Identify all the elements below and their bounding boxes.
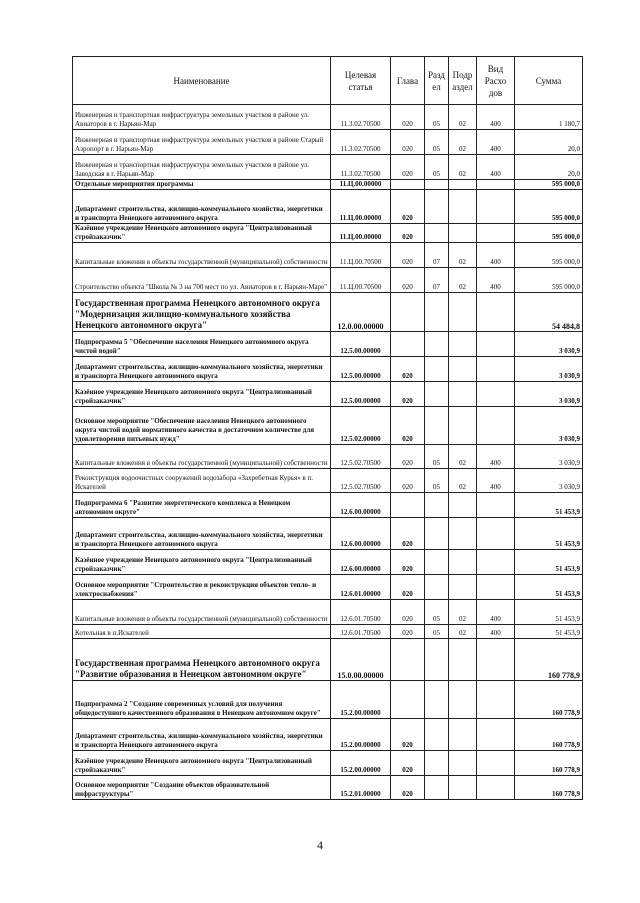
table-row: [73, 639, 583, 681]
budget-table-container: [72, 56, 582, 800]
row-amount: 20,0: [515, 155, 583, 180]
table-row: [73, 575, 583, 600]
row-amount: 3 030,9: [515, 357, 583, 382]
row-section: [425, 550, 449, 575]
row-amount: 3 030,9: [515, 332, 583, 357]
row-amount: 51 453,9: [515, 550, 583, 575]
table-row: [73, 180, 583, 190]
row-subsection: [449, 575, 477, 600]
row-chapter: 020: [391, 407, 425, 445]
row-expense-type: [477, 382, 515, 407]
row-name: Департамент строительства, жилищно-коммунального хозяйства, энергетики и транспорта Ненецкого автономного округа: [73, 518, 331, 550]
row-name: Департамент строительства, жилищно-коммунального хозяйства, энергетики и транспорта Ненецкого автономного округа: [73, 190, 331, 224]
row-section: [425, 751, 449, 776]
row-name: Департамент строительства, жилищно-коммунального хозяйства, энергетики и транспорта Ненецкого автономного округа: [73, 357, 331, 382]
row-expense-type: [477, 332, 515, 357]
row-subsection: 02: [449, 155, 477, 180]
row-target-article: 12.6.00.00000: [331, 550, 391, 575]
table-row: [73, 469, 583, 493]
row-section: [425, 332, 449, 357]
row-target-article: 11.3.02.70500: [331, 105, 391, 130]
table-row: [73, 332, 583, 357]
row-amount: 3 030,9: [515, 382, 583, 407]
table-row: [73, 243, 583, 268]
table-row: [73, 681, 583, 719]
table-row: [73, 518, 583, 550]
row-amount: 3 030,9: [515, 445, 583, 469]
row-amount: 595 000,0: [515, 243, 583, 268]
row-chapter: 020: [391, 719, 425, 751]
row-target-article: 11.Ц.00.70500: [331, 243, 391, 268]
row-section: [425, 681, 449, 719]
row-expense-type: [477, 518, 515, 550]
table-row: [73, 493, 583, 518]
row-name: Капитальные вложения в объекты государственной (муниципальной) собственности: [73, 600, 331, 625]
row-target-article: 12.6.01.70500: [331, 600, 391, 625]
row-subsection: 02: [449, 600, 477, 625]
row-section: 05: [425, 600, 449, 625]
row-subsection: 02: [449, 445, 477, 469]
table-row: [73, 130, 583, 155]
row-subsection: 02: [449, 469, 477, 493]
row-section: 05: [425, 469, 449, 493]
row-section: [425, 224, 449, 243]
row-name: Капитальные вложения в объекты государственной (муниципальной) собственности: [73, 243, 331, 268]
row-chapter: [391, 293, 425, 332]
row-amount: 51 453,9: [515, 600, 583, 625]
row-amount: 51 453,9: [515, 493, 583, 518]
row-section: [425, 639, 449, 681]
row-amount: 160 778,9: [515, 681, 583, 719]
row-expense-type: 400: [477, 625, 515, 639]
row-name: Инженерная и транспортная инфраструктура земельных участков в районе Старый Аэропорт в г. Нарьян-Мар: [73, 130, 331, 155]
row-section: [425, 293, 449, 332]
row-amount: 160 778,9: [515, 639, 583, 681]
row-name: Котельная в п.Искателей: [73, 625, 331, 639]
row-name: Реконструкция водоочистных сооружений водозабора «Захребетная Курья» в п. Искателей: [73, 469, 331, 493]
row-target-article: 15.2.01.00000: [331, 776, 391, 800]
row-chapter: 020: [391, 155, 425, 180]
row-name: Казённое учреждение Ненецкого автономного округа "Централизованный стройзаказчик": [73, 224, 331, 243]
row-name: Капитальные вложения в объекты государственной (муниципальной) собственности: [73, 445, 331, 469]
row-target-article: 12.5.00.00000: [331, 382, 391, 407]
row-chapter: [391, 639, 425, 681]
row-subsection: [449, 180, 477, 190]
row-amount: 595 000,0: [515, 180, 583, 190]
header-amount: Сумма: [515, 57, 583, 105]
row-name: Подпрограмма 2 "Создание современных условий для получения общедоступного качественного образования в Ненецком автономном округе": [73, 681, 331, 719]
row-amount: 51 453,9: [515, 518, 583, 550]
header-expense-type: Вид Расхо дов: [477, 57, 515, 105]
table-row: [73, 625, 583, 639]
row-chapter: 020: [391, 445, 425, 469]
row-chapter: 020: [391, 243, 425, 268]
row-name: Основное мероприятие "Строительство и реконструкция объектов тепло- и электроснабжения": [73, 575, 331, 600]
row-target-article: 11.Ц.00.70500: [331, 268, 391, 293]
row-chapter: 020: [391, 776, 425, 800]
row-section: [425, 407, 449, 445]
table-row: [73, 357, 583, 382]
row-expense-type: [477, 293, 515, 332]
table-row: [73, 445, 583, 469]
row-name: Подпрограмма 6 "Развитие энергетического комплекса в Ненецком автономном округе": [73, 493, 331, 518]
row-target-article: 15.2.00.00000: [331, 751, 391, 776]
table-row: [73, 550, 583, 575]
header-section: Разд ел: [425, 57, 449, 105]
table-row: [73, 155, 583, 180]
row-subsection: [449, 224, 477, 243]
row-subsection: 02: [449, 105, 477, 130]
table-row: [73, 382, 583, 407]
row-amount: 3 030,9: [515, 469, 583, 493]
row-chapter: [391, 180, 425, 190]
row-chapter: 020: [391, 268, 425, 293]
row-expense-type: [477, 550, 515, 575]
row-section: [425, 776, 449, 800]
row-chapter: 020: [391, 751, 425, 776]
row-subsection: [449, 776, 477, 800]
row-amount: 51 453,9: [515, 625, 583, 639]
row-section: 05: [425, 625, 449, 639]
row-section: [425, 382, 449, 407]
row-subsection: [449, 493, 477, 518]
row-chapter: 020: [391, 600, 425, 625]
row-chapter: 020: [391, 575, 425, 600]
row-amount: 160 778,9: [515, 776, 583, 800]
row-expense-type: [477, 493, 515, 518]
row-expense-type: [477, 190, 515, 224]
row-subsection: [449, 357, 477, 382]
row-name: Казённое учреждение Ненецкого автономного округа "Централизованный стройзаказчик": [73, 751, 331, 776]
row-subsection: 02: [449, 625, 477, 639]
row-subsection: 02: [449, 243, 477, 268]
row-chapter: [391, 681, 425, 719]
row-subsection: [449, 407, 477, 445]
row-chapter: 020: [391, 550, 425, 575]
row-chapter: 020: [391, 105, 425, 130]
row-expense-type: [477, 224, 515, 243]
row-subsection: 02: [449, 268, 477, 293]
row-chapter: [391, 493, 425, 518]
row-section: 05: [425, 155, 449, 180]
row-amount: 160 778,9: [515, 751, 583, 776]
row-target-article: 15.2.00.00000: [331, 719, 391, 751]
row-name: Государственная программа Ненецкого автономного округа "Развитие образования в Ненецком автономном округе": [73, 639, 331, 681]
row-name: Подпрограмма 5 "Обеспечение населения Ненецкого автономного округа чистой водой": [73, 332, 331, 357]
row-subsection: [449, 550, 477, 575]
row-target-article: 15.0.00.00000: [331, 639, 391, 681]
row-amount: 160 778,9: [515, 719, 583, 751]
row-target-article: 11.Ц.00.00000: [331, 190, 391, 224]
table-row: [73, 776, 583, 800]
row-subsection: [449, 751, 477, 776]
row-target-article: 11.3.02.70500: [331, 155, 391, 180]
row-name: Инженерная и транспортная инфраструктура земельных участков в районе ул. Авиаторов в г. Нарьян-Мар: [73, 105, 331, 130]
row-expense-type: [477, 575, 515, 600]
row-amount: 20,0: [515, 130, 583, 155]
row-name: Основное мероприятие "Обеспечение населения Ненецкого автономного округа чистой водой нормативного качества в достаточном количестве для удовлетворения питьевых нужд": [73, 407, 331, 445]
row-amount: 54 484,8: [515, 293, 583, 332]
row-section: 05: [425, 445, 449, 469]
row-expense-type: [477, 751, 515, 776]
row-expense-type: 400: [477, 600, 515, 625]
row-name: Департамент строительства, жилищно-коммунального хозяйства, энергетики и транспорта Ненецкого автономного округа: [73, 719, 331, 751]
table-row: [73, 105, 583, 130]
row-chapter: 020: [391, 357, 425, 382]
row-name: Казённое учреждение Ненецкого автономного округа "Централизованный стройзаказчик": [73, 382, 331, 407]
row-expense-type: 400: [477, 155, 515, 180]
row-target-article: 11.3.02.70500: [331, 130, 391, 155]
row-section: [425, 719, 449, 751]
row-expense-type: [477, 180, 515, 190]
row-subsection: [449, 382, 477, 407]
header-chapter: Глава: [391, 57, 425, 105]
table-row: [73, 224, 583, 243]
row-section: [425, 493, 449, 518]
row-section: 07: [425, 243, 449, 268]
row-expense-type: 400: [477, 105, 515, 130]
row-subsection: [449, 639, 477, 681]
row-chapter: 020: [391, 130, 425, 155]
row-expense-type: 400: [477, 268, 515, 293]
header-target-article: Целевая статья: [331, 57, 391, 105]
row-target-article: 12.6.00.00000: [331, 493, 391, 518]
row-expense-type: [477, 719, 515, 751]
row-target-article: 12.5.00.00000: [331, 357, 391, 382]
table-row: [73, 268, 583, 293]
row-target-article: 11.Ц.00.00000: [331, 180, 391, 190]
row-subsection: [449, 190, 477, 224]
row-name: Строительство объекта "Школа № 3 на 700 мест по ул. Авиаторов в г. Нарьян-Маре": [73, 268, 331, 293]
row-section: 07: [425, 268, 449, 293]
row-target-article: 12.6.00.00000: [331, 518, 391, 550]
row-amount: 595 000,0: [515, 268, 583, 293]
row-target-article: 12.0.00.00000: [331, 293, 391, 332]
row-target-article: 12.5.02.00000: [331, 407, 391, 445]
row-target-article: 12.6.01.70500: [331, 625, 391, 639]
row-subsection: [449, 681, 477, 719]
row-section: [425, 575, 449, 600]
table-row: [73, 600, 583, 625]
row-amount: 595 000,0: [515, 224, 583, 243]
budget-table: [72, 56, 583, 800]
row-chapter: 020: [391, 382, 425, 407]
row-expense-type: [477, 357, 515, 382]
row-subsection: [449, 518, 477, 550]
table-row: [73, 719, 583, 751]
row-expense-type: [477, 776, 515, 800]
row-target-article: 12.5.02.70500: [331, 445, 391, 469]
row-amount: 1 180,7: [515, 105, 583, 130]
row-subsection: [449, 293, 477, 332]
row-name: Инженерная и транспортная инфраструктура земельных участков в районе ул. Заводская в г. Нарьян-Мар: [73, 155, 331, 180]
table-row: [73, 293, 583, 332]
row-chapter: 020: [391, 469, 425, 493]
row-section: [425, 180, 449, 190]
row-name: Основное мероприятие "Создание объектов образовательной инфраструктуры": [73, 776, 331, 800]
table-row: [73, 190, 583, 224]
row-target-article: 12.5.00.00000: [331, 332, 391, 357]
row-subsection: [449, 332, 477, 357]
row-chapter: 020: [391, 190, 425, 224]
row-expense-type: [477, 639, 515, 681]
row-section: 05: [425, 130, 449, 155]
row-chapter: 020: [391, 625, 425, 639]
row-chapter: 020: [391, 518, 425, 550]
table-row: [73, 407, 583, 445]
table-row: [73, 751, 583, 776]
row-expense-type: 400: [477, 130, 515, 155]
header-name: Наименование: [73, 57, 331, 105]
row-chapter: 020: [391, 224, 425, 243]
row-section: [425, 190, 449, 224]
row-expense-type: 400: [477, 243, 515, 268]
row-subsection: [449, 719, 477, 751]
row-name: Отдельные мероприятия программы: [73, 180, 331, 190]
row-amount: 51 453,9: [515, 575, 583, 600]
row-amount: 595 000,0: [515, 190, 583, 224]
row-target-article: 15.2.00.00000: [331, 681, 391, 719]
row-target-article: 11.Ц.00.00000: [331, 224, 391, 243]
row-section: [425, 518, 449, 550]
row-expense-type: [477, 407, 515, 445]
row-expense-type: 400: [477, 469, 515, 493]
row-expense-type: [477, 681, 515, 719]
header-subsection: Подр аздел: [449, 57, 477, 105]
row-name: Государственная программа Ненецкого автономного округа "Модернизация жилищно-коммунального хозяйства Ненецкого автономного округа": [73, 293, 331, 332]
table-body: [73, 105, 583, 800]
row-target-article: 12.6.01.00000: [331, 575, 391, 600]
row-amount: 3 030,9: [515, 407, 583, 445]
row-section: 05: [425, 105, 449, 130]
row-name: Казённое учреждение Ненецкого автономного округа "Централизованный стройзаказчик": [73, 550, 331, 575]
row-chapter: [391, 332, 425, 357]
row-section: [425, 357, 449, 382]
page-number: 4: [317, 838, 323, 852]
row-subsection: 02: [449, 130, 477, 155]
row-expense-type: 400: [477, 445, 515, 469]
row-target-article: 12.5.02.70500: [331, 469, 391, 493]
header-row: [73, 57, 583, 105]
